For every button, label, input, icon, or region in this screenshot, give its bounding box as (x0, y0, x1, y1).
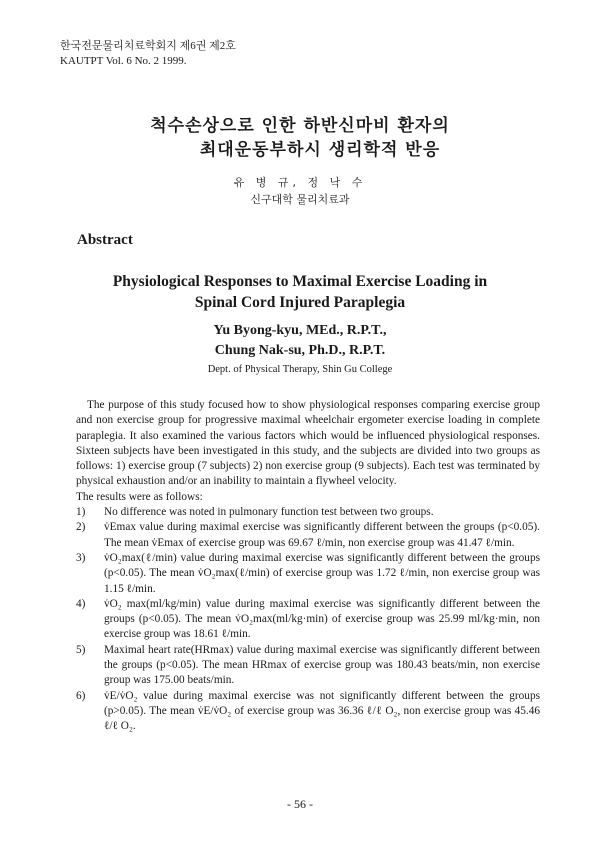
result-number: 1) (76, 506, 86, 519)
journal-citation: KAUTPT Vol. 6 No. 2 1999. (60, 55, 187, 67)
english-title (0, 271, 600, 313)
result-item (76, 689, 540, 735)
korean-author-block (0, 174, 600, 208)
result-text: v̇O₂max(ℓ/min) value during maximal exercise was significantly different between the groups (p<0.05). The mean v̇O₂max(ℓ/min) of exercise group was 1.72 ℓ/min, non exercise group was 1.15 ℓ/min. (104, 551, 540, 595)
author-1: Yu Byong-kyu, MEd., R.P.T., (213, 323, 387, 338)
result-text: Maximal heart rate(HRmax) value during maximal exercise was significantly different between the groups (p<0.05). The mean HRmax of exercise group was 180.43 beats/min, non exercise group was 175.00 beats/min. (104, 643, 540, 687)
journal-korean-name: 한국전문물리치료학회지 제6권 제2호 (60, 40, 236, 52)
english-title-line1: Physiological Responses to Maximal Exercise Loading in (112, 273, 488, 290)
result-number: 2) (76, 521, 86, 534)
abstract-heading: Abstract (77, 232, 133, 248)
result-number: 5) (76, 643, 86, 656)
abstract-body (76, 398, 540, 735)
result-text: v̇E/v̇O₂ value during maximal exercise was not significantly different between the groups (p>0.05). The mean v̇E/v̇O₂ of exercise group was 36.36 ℓ/ℓ O₂, non exercise group was 45.46 ℓ/ℓ O₂. (104, 689, 540, 733)
abstract-paragraph: The purpose of this study focused how to show physiological responses comparing exercise group and non exercise group for progressive maximal wheelchair ergometer exercise loading in complete paraplegia. It also examined the various factors which would be influenced physiological responses. Sixteen subjects have been investigated in this study, and the subjects are divided into two groups as follows: 1) exercise group (7 subjects) 2) non exercise group (9 subjects). Each test was terminated by physical exhaustion and/or an inability to maintain a flywheel velocity. (76, 399, 540, 488)
result-item (76, 643, 540, 689)
result-number: 4) (76, 597, 86, 610)
korean-affiliation: 신구대학 물리치료과 (250, 193, 350, 206)
author-2: Chung Nak-su, Ph.D., R.P.T. (214, 343, 386, 358)
korean-title-line1: 척수손상으로 인한 하반신마비 환자의 (150, 116, 450, 136)
result-number: 3) (76, 551, 86, 564)
korean-authors: 유 병 규, 정 낙 수 (233, 176, 367, 189)
page-number: - 56 - (287, 797, 313, 811)
results-list (76, 505, 540, 734)
result-text: v̇Emax value during maximal exercise was significantly different between the groups (p<0.05). The mean v̇Emax of exercise group was 69.67 ℓ/min, non exercise group was 41.47 ℓ/min. (104, 521, 540, 549)
result-number: 6) (76, 689, 86, 702)
korean-title-line2: 최대운동부하시 생리학적 반응 (199, 140, 441, 160)
journal-header (60, 39, 236, 69)
result-text: v̇O₂ max(ml/kg/min) value during maximal exercise was significantly different between the groups (p<0.05). The mean v̇O₂max(ml/kg·min) of exercise group was 25.99 ml/kg·min, non exercise group was 18.61 ℓ/min. (104, 597, 540, 641)
results-intro: The results were as follows: (76, 490, 203, 503)
department: Dept. of Physical Therapy, Shin Gu College (207, 364, 393, 375)
korean-title (0, 114, 600, 162)
result-item (76, 597, 540, 643)
result-item (76, 551, 540, 597)
result-item (76, 505, 540, 520)
result-text: No difference was noted in pulmonary function test between two groups. (104, 506, 434, 519)
result-item (76, 520, 540, 551)
english-title-line2: Spinal Cord Injured Paraplegia (194, 294, 406, 311)
english-authors (0, 321, 600, 361)
